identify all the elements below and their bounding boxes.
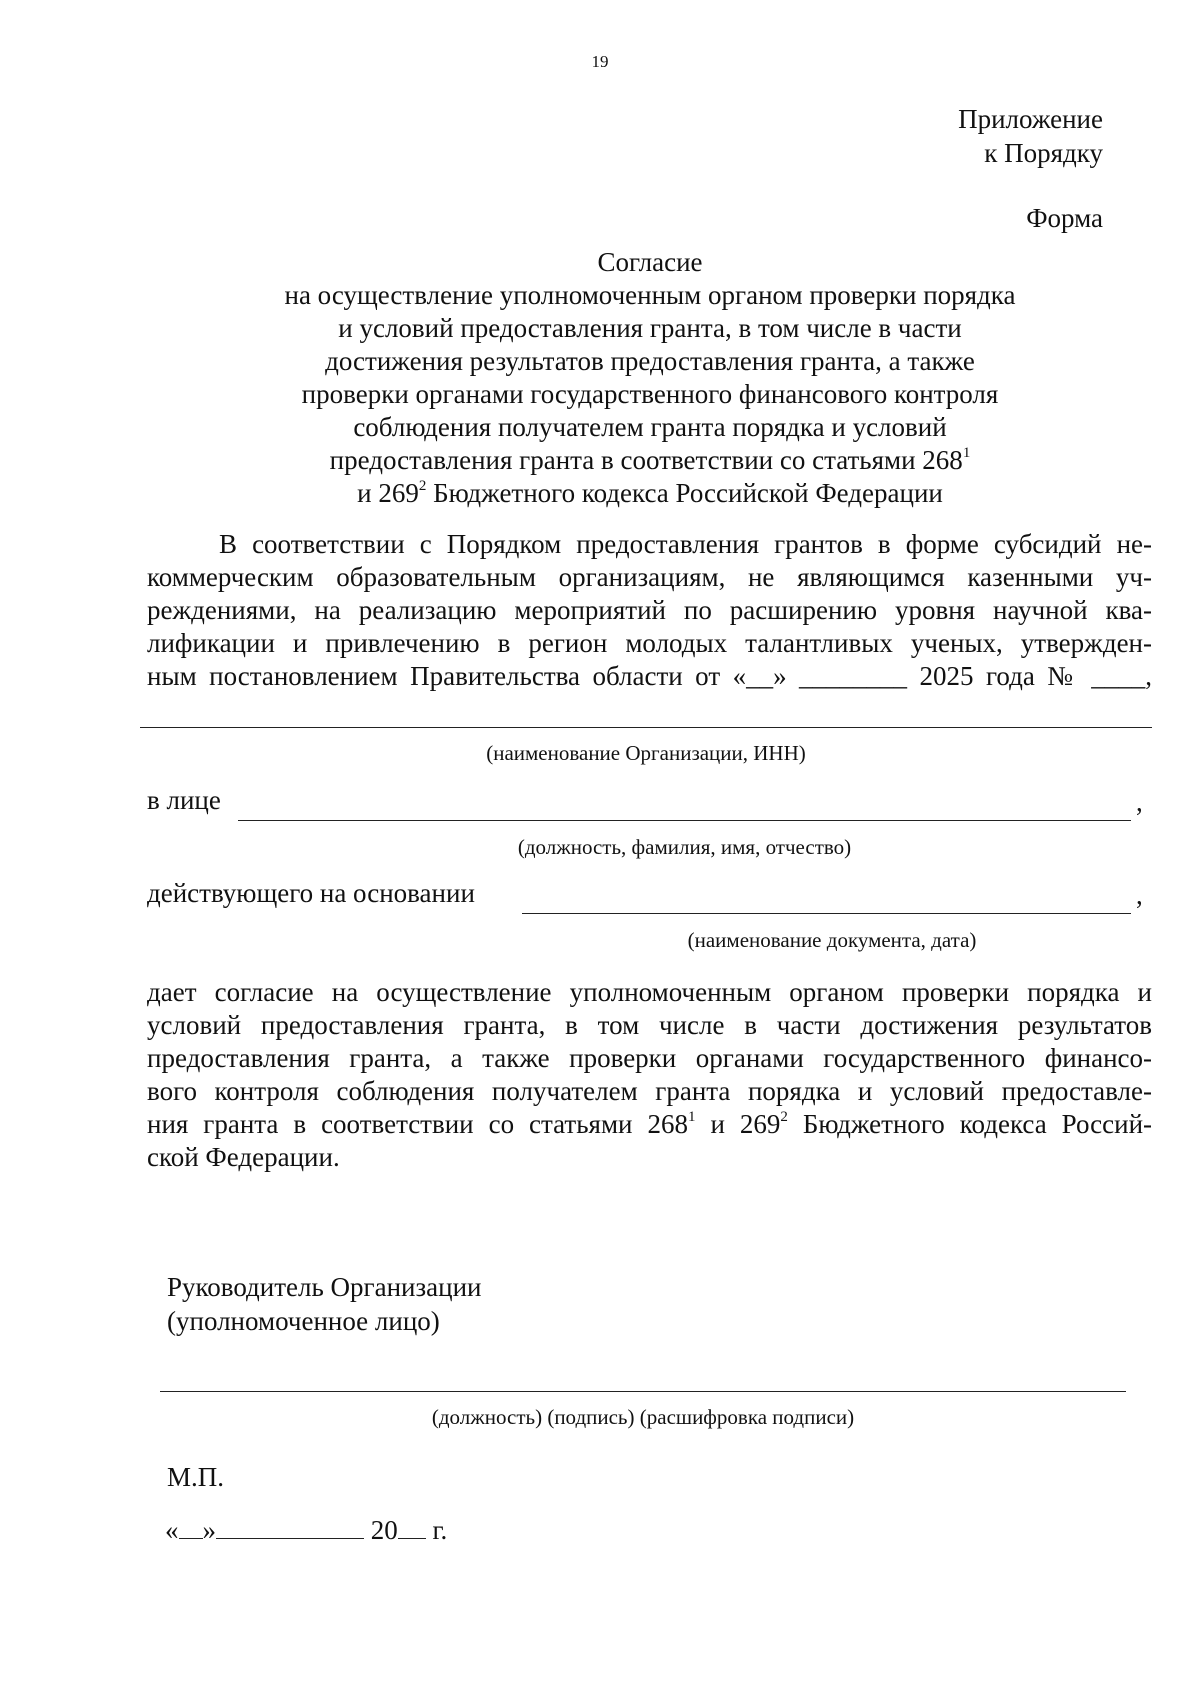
title-line: проверки органами государственного финансового контроля xyxy=(301,379,999,409)
year-suffix: г. xyxy=(432,1515,448,1545)
basis-comma: , xyxy=(1136,880,1143,910)
paragraph-line: лификации и привлечению в регион молодых талантливых ученых, утвержден- xyxy=(147,628,1152,658)
organization-field-line[interactable] xyxy=(140,727,1152,728)
date-open-quote: « xyxy=(165,1515,179,1545)
signatory-line-2: (уполномоченное лицо) xyxy=(167,1306,440,1336)
person-caption: (должность, фамилия, имя, отчество) xyxy=(517,835,852,859)
line-text: Бюджетного кодекса Россий- xyxy=(802,1109,1153,1139)
title-line: соблюдения получателем гранта порядка и условий xyxy=(353,412,947,442)
person-field-line[interactable] xyxy=(238,820,1131,821)
form-label: Форма xyxy=(1026,203,1103,233)
paragraph-line: вого контроля соблюдения получателем гранта порядка и условий предоставле- xyxy=(147,1076,1152,1106)
title-line-text: предоставления гранта в соответствии со статьями 268 xyxy=(329,445,963,475)
appendix-label xyxy=(958,102,1103,170)
title-line xyxy=(220,444,1080,477)
organization-caption: (наименование Организации, ИНН) xyxy=(486,741,806,765)
signatory-line-1: Руководитель Организации xyxy=(167,1272,482,1302)
paragraph-line: условий предоставления гранта, в том числе в части достижения результатов xyxy=(147,1010,1152,1040)
date-close-quote: » xyxy=(202,1515,216,1545)
superscript: 2 xyxy=(780,1109,788,1125)
appendix-line-1: Приложение xyxy=(958,104,1103,134)
year-blank[interactable] xyxy=(398,1516,426,1539)
date-line xyxy=(165,1515,447,1546)
line-text: ния гранта в соответствии со статьями 268 xyxy=(147,1109,688,1139)
paragraph-line xyxy=(147,1108,1152,1141)
basis-caption: (наименование документа, дата) xyxy=(687,928,977,952)
day-blank[interactable] xyxy=(179,1516,203,1539)
title-line xyxy=(220,477,1080,510)
paragraph-line: коммерческим образовательным организациям, не являющимся казенными уч- xyxy=(147,562,1152,592)
title-line: достижения результатов предоставления гранта, а также xyxy=(325,346,975,376)
paragraph-line: предоставления гранта, а также проверки органами государственного финансо- xyxy=(147,1043,1152,1073)
superscript: 2 xyxy=(418,478,427,494)
paragraph-line: ской Федерации. xyxy=(147,1142,340,1172)
signature-field-line[interactable] xyxy=(160,1391,1126,1392)
month-blank[interactable] xyxy=(216,1516,364,1539)
person-comma: , xyxy=(1136,787,1143,817)
consent-paragraph xyxy=(147,976,1152,1174)
title-line-text: Бюджетного кодекса Российской Федерации xyxy=(433,478,943,508)
intro-paragraph xyxy=(147,528,1152,693)
appendix-line-2: к Порядку xyxy=(984,138,1103,168)
paragraph-line: ным постановлением Правительства области от «__» ________ 2025 года № ____, xyxy=(147,661,1152,691)
person-label: в лице xyxy=(147,785,221,815)
paragraph-line: дает согласие на осуществление уполномоченным органом проверки порядка и xyxy=(147,977,1152,1007)
document-title xyxy=(220,246,1080,510)
superscript: 1 xyxy=(962,445,971,461)
title-line-text: и 269 xyxy=(357,478,419,508)
title-line: на осуществление уполномоченным органом проверки порядка xyxy=(284,280,1016,310)
basis-field-line[interactable] xyxy=(522,913,1131,914)
line-text: и 269 xyxy=(710,1109,781,1139)
title-line: Согласие xyxy=(597,247,703,277)
basis-label: действующего на основании xyxy=(147,878,475,908)
page-number: 19 xyxy=(591,52,609,71)
signature-caption: (должность) (подпись) (расшифровка подписи) xyxy=(431,1405,855,1429)
paragraph-line: В соответствии с Порядком предоставления грантов в форме субсидий не- xyxy=(219,529,1152,559)
paragraph-line: реждениями, на реализацию мероприятий по расширению уровня научной ква- xyxy=(147,595,1152,625)
year-prefix: 20 xyxy=(370,1515,398,1545)
superscript: 1 xyxy=(687,1109,696,1125)
stamp-label: М.П. xyxy=(167,1462,225,1492)
signatory-block xyxy=(167,1270,482,1338)
title-line: и условий предоставления гранта, в том числе в части xyxy=(338,313,962,343)
